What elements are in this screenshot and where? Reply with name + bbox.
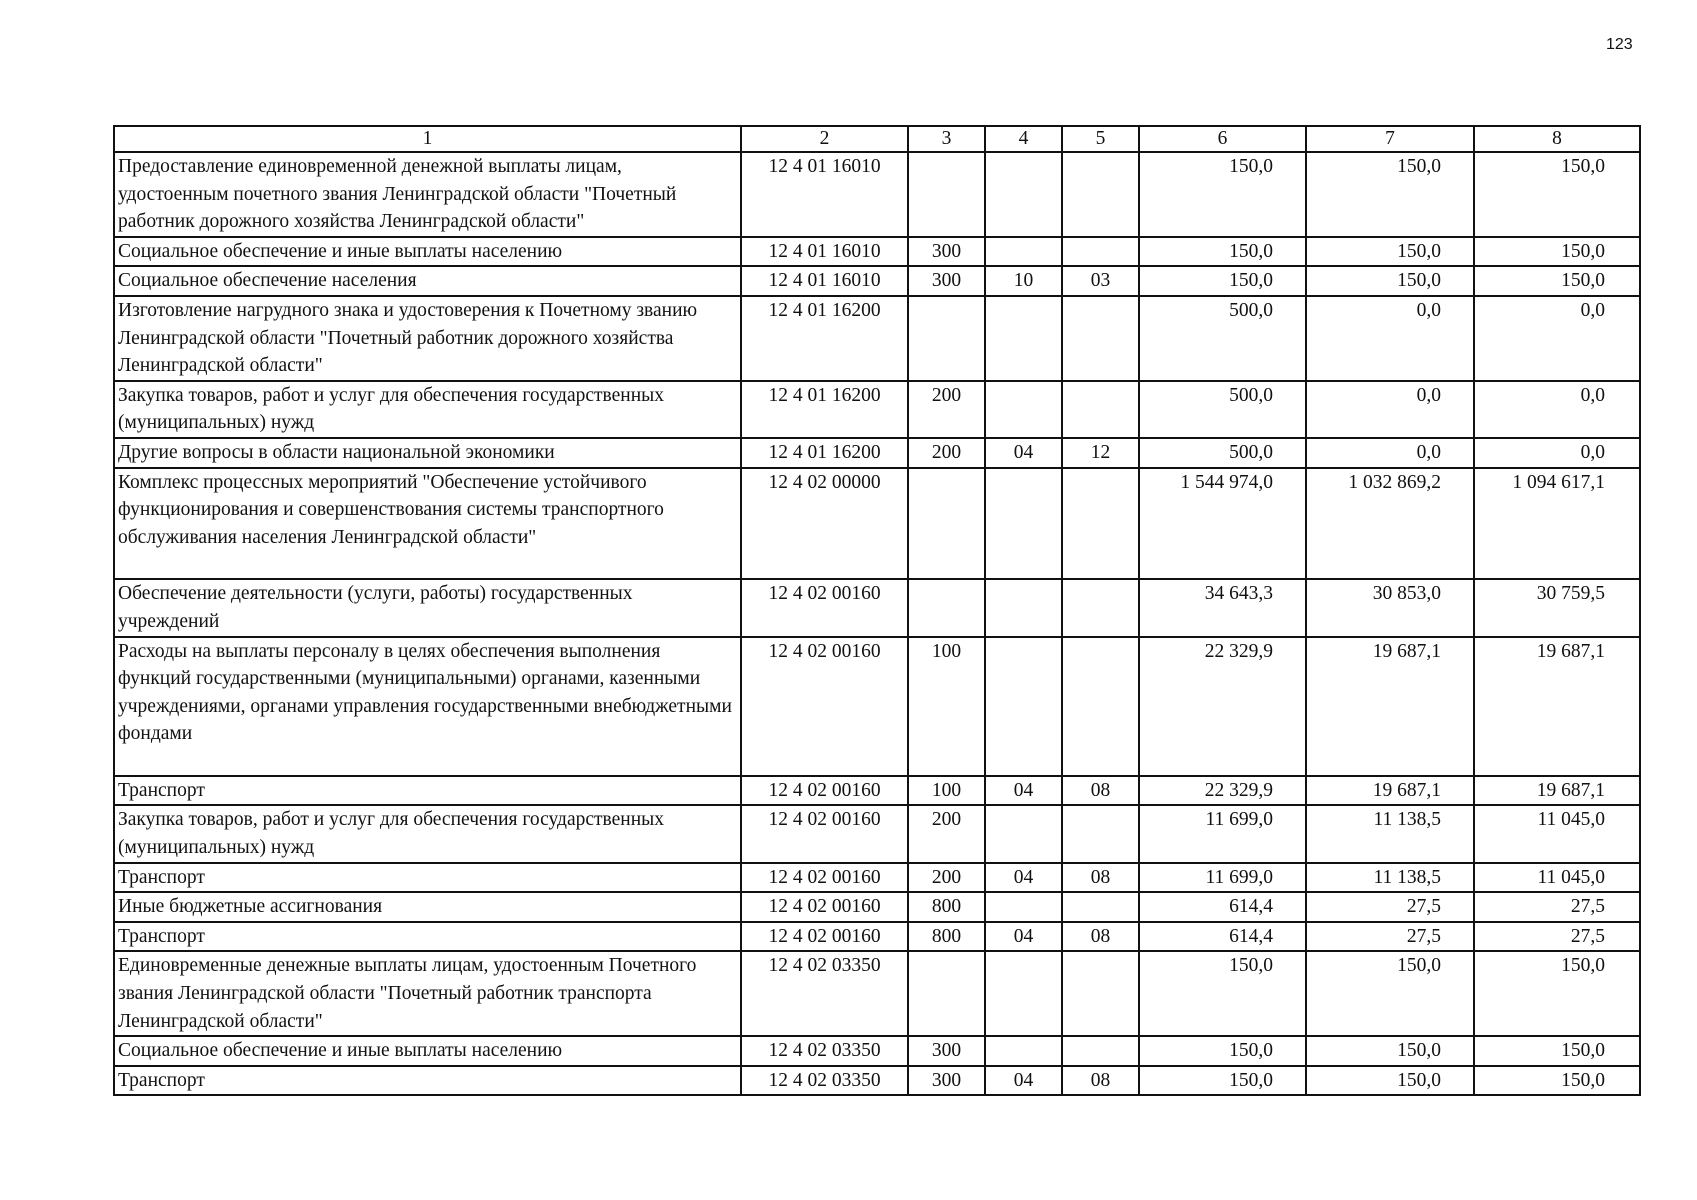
row-expense-type-cell (908, 579, 985, 636)
row-value-col6-cell: 150,0 (1139, 266, 1306, 296)
row-section-cell: 04 (985, 438, 1062, 468)
table-header-row (114, 126, 1640, 152)
row-name-cell: Транспорт (114, 1066, 741, 1096)
row-expense-type-cell: 200 (908, 805, 985, 862)
row-value-col6-cell: 150,0 (1139, 237, 1306, 267)
row-section-cell: 04 (985, 1066, 1062, 1096)
header-cell: 8 (1474, 126, 1640, 152)
row-value-col8-cell: 19 687,1 (1474, 776, 1640, 806)
row-section-cell: 04 (985, 863, 1062, 893)
row-subsection-cell: 08 (1062, 922, 1139, 952)
header-cell: 2 (741, 126, 908, 152)
row-value-col7-cell: 0,0 (1306, 296, 1474, 381)
row-value-col7-cell: 11 138,5 (1306, 863, 1474, 893)
header-cell: 3 (908, 126, 985, 152)
table-row (114, 579, 1640, 636)
table-row (114, 468, 1640, 580)
row-code-cell: 12 4 02 00160 (741, 776, 908, 806)
row-value-col8-cell: 11 045,0 (1474, 863, 1640, 893)
row-value-col6-cell: 150,0 (1139, 1036, 1306, 1066)
row-value-col7-cell: 150,0 (1306, 951, 1474, 1036)
row-expense-type-cell (908, 152, 985, 237)
row-name-cell: Изготовление нагрудного знака и удостоверения к Почетному званию Ленинградской области "Почетный работник дорожного хозяйства Ленинградской области" (114, 296, 741, 381)
row-code-cell: 12 4 02 03350 (741, 1066, 908, 1096)
row-subsection-cell: 08 (1062, 776, 1139, 806)
page-number: 123 (1606, 36, 1633, 53)
row-value-col8-cell: 19 687,1 (1474, 637, 1640, 776)
row-section-cell (985, 951, 1062, 1036)
row-name-cell: Транспорт (114, 863, 741, 893)
table-row (114, 381, 1640, 438)
row-value-col7-cell: 0,0 (1306, 438, 1474, 468)
row-value-col7-cell: 19 687,1 (1306, 637, 1474, 776)
header-cell: 5 (1062, 126, 1139, 152)
row-value-col7-cell: 150,0 (1306, 237, 1474, 267)
row-name-cell: Транспорт (114, 776, 741, 806)
row-section-cell (985, 579, 1062, 636)
row-section-cell (985, 1036, 1062, 1066)
table-row (114, 152, 1640, 237)
row-value-col8-cell: 150,0 (1474, 1036, 1640, 1066)
row-name-cell: Предоставление единовременной денежной выплаты лицам, удостоенным почетного звания Ленинградской области "Почетный работник дорожного хозяйства Ленинградской области" (114, 152, 741, 237)
row-expense-type-cell (908, 468, 985, 580)
row-subsection-cell (1062, 152, 1139, 237)
row-value-col8-cell: 0,0 (1474, 438, 1640, 468)
header-cell: 6 (1139, 126, 1306, 152)
row-subsection-cell (1062, 1036, 1139, 1066)
row-name-cell: Единовременные денежные выплаты лицам, удостоенным Почетного звания Ленинградской области "Почетный работник транспорта Ленинградской области" (114, 951, 741, 1036)
row-name-cell: Обеспечение деятельности (услуги, работы) государственных учреждений (114, 579, 741, 636)
row-value-col7-cell: 19 687,1 (1306, 776, 1474, 806)
row-code-cell: 12 4 01 16200 (741, 296, 908, 381)
row-section-cell (985, 637, 1062, 776)
row-value-col8-cell: 0,0 (1474, 381, 1640, 438)
table-row (114, 805, 1640, 862)
row-expense-type-cell: 200 (908, 381, 985, 438)
row-expense-type-cell: 200 (908, 863, 985, 893)
row-value-col8-cell: 11 045,0 (1474, 805, 1640, 862)
row-value-col8-cell: 27,5 (1474, 892, 1640, 922)
row-code-cell: 12 4 01 16200 (741, 381, 908, 438)
table-row (114, 922, 1640, 952)
row-value-col8-cell: 150,0 (1474, 266, 1640, 296)
row-value-col8-cell: 150,0 (1474, 951, 1640, 1036)
row-section-cell (985, 152, 1062, 237)
table-row (114, 266, 1640, 296)
row-code-cell: 12 4 02 00160 (741, 863, 908, 893)
row-value-col6-cell: 500,0 (1139, 296, 1306, 381)
row-subsection-cell (1062, 805, 1139, 862)
row-value-col6-cell: 614,4 (1139, 922, 1306, 952)
row-value-col6-cell: 1 544 974,0 (1139, 468, 1306, 580)
row-name-cell: Закупка товаров, работ и услуг для обеспечения государственных (муниципальных) нужд (114, 381, 741, 438)
row-section-cell (985, 468, 1062, 580)
row-value-col6-cell: 614,4 (1139, 892, 1306, 922)
row-code-cell: 12 4 01 16200 (741, 438, 908, 468)
row-value-col6-cell: 150,0 (1139, 951, 1306, 1036)
table-row (114, 951, 1640, 1036)
row-value-col8-cell: 150,0 (1474, 237, 1640, 267)
row-value-col6-cell: 150,0 (1139, 1066, 1306, 1096)
row-value-col7-cell: 27,5 (1306, 922, 1474, 952)
header-cell: 1 (114, 126, 741, 152)
row-code-cell: 12 4 02 00160 (741, 637, 908, 776)
row-value-col8-cell: 30 759,5 (1474, 579, 1640, 636)
row-value-col8-cell: 150,0 (1474, 152, 1640, 237)
row-subsection-cell (1062, 468, 1139, 580)
row-value-col7-cell: 27,5 (1306, 892, 1474, 922)
row-value-col8-cell: 1 094 617,1 (1474, 468, 1640, 580)
row-section-cell (985, 892, 1062, 922)
row-expense-type-cell: 800 (908, 892, 985, 922)
row-code-cell: 12 4 02 03350 (741, 951, 908, 1036)
row-name-cell: Социальное обеспечение и иные выплаты населению (114, 1036, 741, 1066)
table-row (114, 296, 1640, 381)
row-subsection-cell: 08 (1062, 1066, 1139, 1096)
row-code-cell: 12 4 02 00160 (741, 579, 908, 636)
row-value-col8-cell: 27,5 (1474, 922, 1640, 952)
table-row (114, 237, 1640, 267)
table-row (114, 438, 1640, 468)
row-value-col7-cell: 0,0 (1306, 381, 1474, 438)
row-value-col6-cell: 22 329,9 (1139, 637, 1306, 776)
row-expense-type-cell: 300 (908, 1036, 985, 1066)
row-name-cell: Закупка товаров, работ и услуг для обеспечения государственных (муниципальных) нужд (114, 805, 741, 862)
row-subsection-cell (1062, 637, 1139, 776)
row-value-col7-cell: 1 032 869,2 (1306, 468, 1474, 580)
row-code-cell: 12 4 02 00160 (741, 892, 908, 922)
row-name-cell: Иные бюджетные ассигнования (114, 892, 741, 922)
row-value-col7-cell: 11 138,5 (1306, 805, 1474, 862)
row-code-cell: 12 4 01 16010 (741, 152, 908, 237)
row-expense-type-cell: 300 (908, 237, 985, 267)
row-code-cell: 12 4 02 03350 (741, 1036, 908, 1066)
row-subsection-cell (1062, 296, 1139, 381)
row-section-cell (985, 296, 1062, 381)
budget-table (113, 125, 1641, 1096)
row-expense-type-cell: 800 (908, 922, 985, 952)
row-value-col7-cell: 150,0 (1306, 152, 1474, 237)
table-row (114, 637, 1640, 776)
row-code-cell: 12 4 02 00160 (741, 805, 908, 862)
row-name-cell: Другие вопросы в области национальной экономики (114, 438, 741, 468)
table-row (114, 1036, 1640, 1066)
row-name-cell: Комплекс процессных мероприятий "Обеспечение устойчивого функционирования и совершенствования системы транспортного обслуживания населения Ленинградской области" (114, 468, 741, 580)
row-section-cell (985, 381, 1062, 438)
row-subsection-cell (1062, 237, 1139, 267)
row-expense-type-cell: 100 (908, 776, 985, 806)
header-cell: 4 (985, 126, 1062, 152)
row-name-cell: Социальное обеспечение и иные выплаты населению (114, 237, 741, 267)
row-name-cell: Социальное обеспечение населения (114, 266, 741, 296)
row-expense-type-cell (908, 296, 985, 381)
row-expense-type-cell: 300 (908, 266, 985, 296)
table-row (114, 892, 1640, 922)
row-subsection-cell: 12 (1062, 438, 1139, 468)
table-row (114, 863, 1640, 893)
row-subsection-cell (1062, 579, 1139, 636)
row-value-col6-cell: 11 699,0 (1139, 805, 1306, 862)
table-row (114, 1066, 1640, 1096)
row-value-col7-cell: 30 853,0 (1306, 579, 1474, 636)
row-value-col7-cell: 150,0 (1306, 1066, 1474, 1096)
row-code-cell: 12 4 02 00000 (741, 468, 908, 580)
row-section-cell: 04 (985, 776, 1062, 806)
row-section-cell (985, 805, 1062, 862)
row-section-cell: 10 (985, 266, 1062, 296)
row-value-col6-cell: 500,0 (1139, 381, 1306, 438)
row-name-cell: Транспорт (114, 922, 741, 952)
row-value-col6-cell: 11 699,0 (1139, 863, 1306, 893)
row-expense-type-cell (908, 951, 985, 1036)
row-value-col8-cell: 150,0 (1474, 1066, 1640, 1096)
row-name-cell: Расходы на выплаты персоналу в целях обеспечения выполнения функций государственными (муниципальными) органами, казенными учреждениями, органами управления государственными внебюджетными фондами (114, 637, 741, 776)
row-subsection-cell (1062, 892, 1139, 922)
row-value-col6-cell: 34 643,3 (1139, 579, 1306, 636)
row-expense-type-cell: 100 (908, 637, 985, 776)
row-value-col6-cell: 22 329,9 (1139, 776, 1306, 806)
row-code-cell: 12 4 02 00160 (741, 922, 908, 952)
row-value-col6-cell: 500,0 (1139, 438, 1306, 468)
header-cell: 7 (1306, 126, 1474, 152)
row-section-cell (985, 237, 1062, 267)
row-expense-type-cell: 200 (908, 438, 985, 468)
row-section-cell: 04 (985, 922, 1062, 952)
row-value-col7-cell: 150,0 (1306, 266, 1474, 296)
row-subsection-cell: 03 (1062, 266, 1139, 296)
row-value-col7-cell: 150,0 (1306, 1036, 1474, 1066)
row-expense-type-cell: 300 (908, 1066, 985, 1096)
row-subsection-cell (1062, 951, 1139, 1036)
table-row (114, 776, 1640, 806)
row-code-cell: 12 4 01 16010 (741, 266, 908, 296)
row-subsection-cell (1062, 381, 1139, 438)
row-subsection-cell: 08 (1062, 863, 1139, 893)
row-code-cell: 12 4 01 16010 (741, 237, 908, 267)
row-value-col8-cell: 0,0 (1474, 296, 1640, 381)
row-value-col6-cell: 150,0 (1139, 152, 1306, 237)
